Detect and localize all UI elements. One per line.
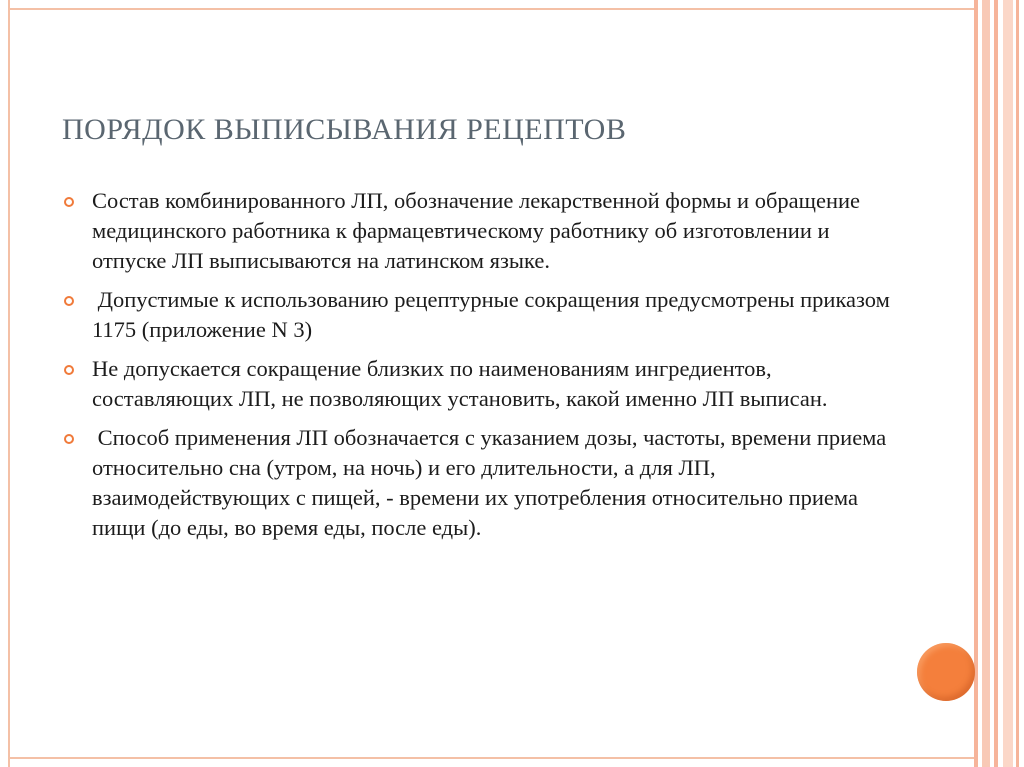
bullet-list <box>62 186 902 552</box>
frame-line-top <box>8 8 974 10</box>
right-stripe <box>994 0 998 767</box>
right-stripe <box>982 0 990 767</box>
frame-line-left <box>8 0 10 767</box>
list-item <box>62 285 902 345</box>
bullet-text: Состав комбинированного ЛП, обозначение лекарственной формы и обращение медицинского работника к фармацевтическому работнику об изготовлении и отпуске ЛП выписываются на латинском языке. <box>92 188 861 273</box>
slide-title: ПОРЯДОК ВЫПИСЫВАНИЯ РЕЦЕПТОВ <box>62 113 627 146</box>
circle-bullet-icon <box>64 365 74 375</box>
list-item <box>62 423 902 543</box>
circle-bullet-icon <box>64 197 74 207</box>
circle-bullet-icon <box>64 296 74 306</box>
bullet-text: Допустимые к использованию рецептурные сокращения предусмотрены приказом 1175 (приложение N 3) <box>92 287 896 342</box>
right-stripe <box>974 0 978 767</box>
bullet-text: Не допускается сокращение близких по наименованиям ингредиентов, составляющих ЛП, не позволяющих установить, какой именно ЛП выписан. <box>92 356 828 411</box>
frame-line-bottom <box>8 757 974 759</box>
bullet-text: Способ применения ЛП обозначается с указанием дозы, частоты, времени приема относительно сна (утром, на ночь) и его длительности, а для ЛП, взаимодействующих с пищей, - времени их употребления относительно приема пищи (до еды, во время еды, после еды). <box>92 425 892 540</box>
right-stripe <box>1003 0 1013 767</box>
right-stripe <box>1016 0 1019 767</box>
decorative-circle-icon <box>917 643 975 701</box>
list-item <box>62 186 902 276</box>
circle-bullet-icon <box>64 434 74 444</box>
list-item <box>62 354 902 414</box>
